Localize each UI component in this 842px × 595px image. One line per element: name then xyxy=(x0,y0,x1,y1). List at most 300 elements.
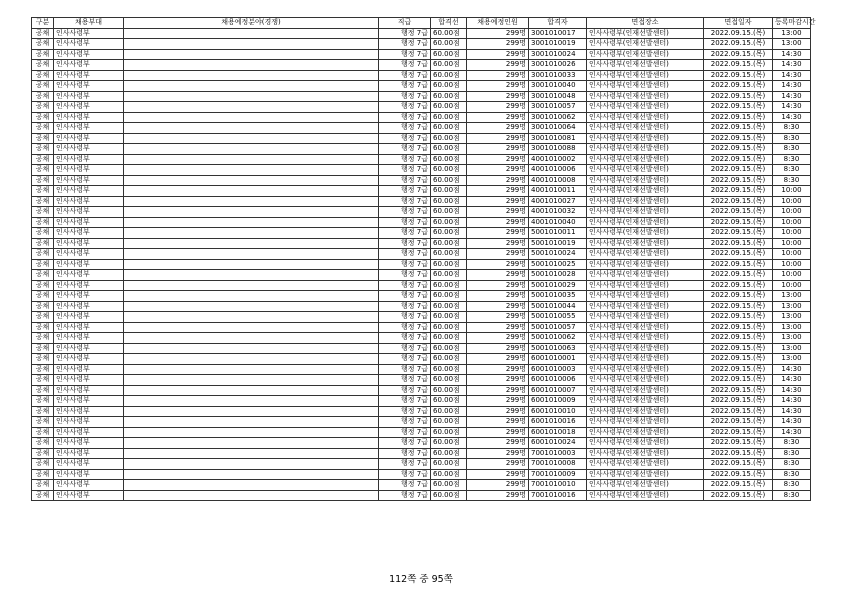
cell-date: 2022.09.15.(목) xyxy=(704,228,773,239)
cell-applicant: 3001010064 xyxy=(529,123,587,134)
cell-unit: 인사사령부 xyxy=(54,459,124,470)
cell-location: 인사사령부(인재선발센터) xyxy=(587,364,704,375)
cell-applicant: 4001010011 xyxy=(529,186,587,197)
cell-gubun: 공채 xyxy=(32,228,54,239)
cell-field xyxy=(124,49,379,60)
cell-date: 2022.09.15.(목) xyxy=(704,469,773,480)
cell-cutoff: 60.00점 xyxy=(431,207,467,218)
cell-cutoff: 60.00점 xyxy=(431,91,467,102)
table-header-row xyxy=(32,18,811,29)
cell-field xyxy=(124,291,379,302)
table-row xyxy=(32,333,811,344)
cell-date: 2022.09.15.(목) xyxy=(704,343,773,354)
table-row xyxy=(32,165,811,176)
cell-location: 인사사령부(인재선발센터) xyxy=(587,39,704,50)
cell-applicant: 5001010035 xyxy=(529,291,587,302)
cell-cutoff: 60.00점 xyxy=(431,448,467,459)
cell-deadline: 10:00 xyxy=(773,228,811,239)
cell-grade: 행정 7급 xyxy=(379,312,431,323)
cell-cutoff: 60.00점 xyxy=(431,385,467,396)
cell-quota: 299명 xyxy=(467,343,529,354)
cell-field xyxy=(124,39,379,50)
cell-deadline: 13:00 xyxy=(773,39,811,50)
cell-deadline: 8:30 xyxy=(773,165,811,176)
cell-unit: 인사사령부 xyxy=(54,448,124,459)
cell-field xyxy=(124,28,379,39)
cell-grade: 행정 7급 xyxy=(379,469,431,480)
cell-location: 인사사령부(인재선발센터) xyxy=(587,375,704,386)
cell-cutoff: 60.00점 xyxy=(431,196,467,207)
cell-location: 인사사령부(인재선발센터) xyxy=(587,480,704,491)
cell-deadline: 13:00 xyxy=(773,291,811,302)
cell-unit: 인사사령부 xyxy=(54,175,124,186)
table-row xyxy=(32,312,811,323)
table-row xyxy=(32,28,811,39)
cell-field xyxy=(124,175,379,186)
cell-grade: 행정 7급 xyxy=(379,270,431,281)
cell-quota: 299명 xyxy=(467,354,529,365)
cell-location: 인사사령부(인재선발센터) xyxy=(587,396,704,407)
table-row xyxy=(32,70,811,81)
cell-date: 2022.09.15.(목) xyxy=(704,490,773,501)
cell-gubun: 공채 xyxy=(32,60,54,71)
cell-applicant: 6001010003 xyxy=(529,364,587,375)
cell-quota: 299명 xyxy=(467,438,529,449)
cell-grade: 행정 7급 xyxy=(379,375,431,386)
cell-grade: 행정 7급 xyxy=(379,70,431,81)
cell-cutoff: 60.00점 xyxy=(431,490,467,501)
cell-date: 2022.09.15.(목) xyxy=(704,39,773,50)
cell-unit: 인사사령부 xyxy=(54,228,124,239)
cell-applicant: 3001010088 xyxy=(529,144,587,155)
cell-date: 2022.09.15.(목) xyxy=(704,49,773,60)
cell-cutoff: 60.00점 xyxy=(431,469,467,480)
cell-location: 인사사령부(인재선발센터) xyxy=(587,228,704,239)
cell-cutoff: 60.00점 xyxy=(431,39,467,50)
cell-quota: 299명 xyxy=(467,364,529,375)
table-row xyxy=(32,301,811,312)
cell-gubun: 공채 xyxy=(32,301,54,312)
cell-unit: 인사사령부 xyxy=(54,196,124,207)
cell-grade: 행정 7급 xyxy=(379,259,431,270)
cell-cutoff: 60.00점 xyxy=(431,249,467,260)
cell-applicant: 6001010006 xyxy=(529,375,587,386)
cell-cutoff: 60.00점 xyxy=(431,70,467,81)
cell-field xyxy=(124,406,379,417)
cell-unit: 인사사령부 xyxy=(54,301,124,312)
cell-gubun: 공채 xyxy=(32,70,54,81)
cell-grade: 행정 7급 xyxy=(379,417,431,428)
cell-location: 인사사령부(인재선발센터) xyxy=(587,469,704,480)
cell-quota: 299명 xyxy=(467,207,529,218)
header-grade: 직급 xyxy=(379,18,431,29)
cell-date: 2022.09.15.(목) xyxy=(704,417,773,428)
cell-applicant: 5001010019 xyxy=(529,238,587,249)
table-row xyxy=(32,123,811,134)
cell-cutoff: 60.00점 xyxy=(431,417,467,428)
cell-deadline: 13:00 xyxy=(773,354,811,365)
cell-unit: 인사사령부 xyxy=(54,165,124,176)
cell-deadline: 8:30 xyxy=(773,459,811,470)
cell-deadline: 14:30 xyxy=(773,396,811,407)
cell-quota: 299명 xyxy=(467,144,529,155)
table-row xyxy=(32,396,811,407)
cell-deadline: 10:00 xyxy=(773,186,811,197)
cell-unit: 인사사령부 xyxy=(54,154,124,165)
cell-applicant: 7001010008 xyxy=(529,459,587,470)
cell-deadline: 13:00 xyxy=(773,322,811,333)
cell-date: 2022.09.15.(목) xyxy=(704,301,773,312)
cell-cutoff: 60.00점 xyxy=(431,133,467,144)
cell-unit: 인사사령부 xyxy=(54,133,124,144)
cell-date: 2022.09.15.(목) xyxy=(704,259,773,270)
cell-gubun: 공채 xyxy=(32,438,54,449)
cell-unit: 인사사령부 xyxy=(54,480,124,491)
cell-field xyxy=(124,154,379,165)
cell-gubun: 공채 xyxy=(32,322,54,333)
cell-quota: 299명 xyxy=(467,427,529,438)
cell-field xyxy=(124,228,379,239)
cell-location: 인사사령부(인재선발센터) xyxy=(587,112,704,123)
cell-gubun: 공채 xyxy=(32,133,54,144)
cell-grade: 행정 7급 xyxy=(379,459,431,470)
cell-location: 인사사령부(인재선발센터) xyxy=(587,312,704,323)
cell-quota: 299명 xyxy=(467,123,529,134)
cell-grade: 행정 7급 xyxy=(379,102,431,113)
cell-gubun: 공채 xyxy=(32,448,54,459)
cell-cutoff: 60.00점 xyxy=(431,480,467,491)
cell-applicant: 3001010040 xyxy=(529,81,587,92)
cell-quota: 299명 xyxy=(467,322,529,333)
cell-grade: 행정 7급 xyxy=(379,291,431,302)
table-row xyxy=(32,343,811,354)
cell-location: 인사사령부(인재선발센터) xyxy=(587,70,704,81)
cell-field xyxy=(124,343,379,354)
cell-location: 인사사령부(인재선발센터) xyxy=(587,417,704,428)
cell-location: 인사사령부(인재선발센터) xyxy=(587,301,704,312)
cell-location: 인사사령부(인재선발센터) xyxy=(587,123,704,134)
table-row xyxy=(32,49,811,60)
cell-grade: 행정 7급 xyxy=(379,490,431,501)
cell-grade: 행정 7급 xyxy=(379,354,431,365)
cell-cutoff: 60.00점 xyxy=(431,49,467,60)
cell-deadline: 14:30 xyxy=(773,70,811,81)
cell-unit: 인사사령부 xyxy=(54,144,124,155)
cell-unit: 인사사령부 xyxy=(54,60,124,71)
table-row xyxy=(32,417,811,428)
cell-grade: 행정 7급 xyxy=(379,249,431,260)
cell-location: 인사사령부(인재선발센터) xyxy=(587,459,704,470)
cell-deadline: 13:00 xyxy=(773,312,811,323)
cell-gubun: 공채 xyxy=(32,490,54,501)
cell-date: 2022.09.15.(목) xyxy=(704,81,773,92)
cell-gubun: 공채 xyxy=(32,396,54,407)
cell-quota: 299명 xyxy=(467,154,529,165)
cell-location: 인사사령부(인재선발센터) xyxy=(587,81,704,92)
cell-deadline: 8:30 xyxy=(773,490,811,501)
cell-quota: 299명 xyxy=(467,375,529,386)
cell-field xyxy=(124,333,379,344)
cell-cutoff: 60.00점 xyxy=(431,259,467,270)
cell-quota: 299명 xyxy=(467,133,529,144)
cell-location: 인사사령부(인재선발센터) xyxy=(587,322,704,333)
cell-gubun: 공채 xyxy=(32,427,54,438)
cell-quota: 299명 xyxy=(467,249,529,260)
cell-gubun: 공채 xyxy=(32,144,54,155)
cell-deadline: 10:00 xyxy=(773,217,811,228)
cell-grade: 행정 7급 xyxy=(379,186,431,197)
cell-gubun: 공채 xyxy=(32,154,54,165)
cell-deadline: 14:30 xyxy=(773,406,811,417)
cell-quota: 299명 xyxy=(467,396,529,407)
cell-unit: 인사사령부 xyxy=(54,70,124,81)
cell-grade: 행정 7급 xyxy=(379,427,431,438)
cell-deadline: 14:30 xyxy=(773,102,811,113)
cell-gubun: 공채 xyxy=(32,469,54,480)
cell-location: 인사사령부(인재선발센터) xyxy=(587,354,704,365)
cell-gubun: 공채 xyxy=(32,238,54,249)
cell-deadline: 8:30 xyxy=(773,133,811,144)
cell-date: 2022.09.15.(목) xyxy=(704,28,773,39)
cell-date: 2022.09.15.(목) xyxy=(704,154,773,165)
cell-deadline: 8:30 xyxy=(773,123,811,134)
cell-quota: 299명 xyxy=(467,385,529,396)
cell-unit: 인사사령부 xyxy=(54,469,124,480)
cell-gubun: 공채 xyxy=(32,102,54,113)
cell-cutoff: 60.00점 xyxy=(431,238,467,249)
cell-date: 2022.09.15.(목) xyxy=(704,196,773,207)
cell-grade: 행정 7급 xyxy=(379,60,431,71)
cell-applicant: 3001010057 xyxy=(529,102,587,113)
cell-unit: 인사사령부 xyxy=(54,438,124,449)
cell-grade: 행정 7급 xyxy=(379,39,431,50)
cell-date: 2022.09.15.(목) xyxy=(704,133,773,144)
cell-applicant: 3001010048 xyxy=(529,91,587,102)
cell-quota: 299명 xyxy=(467,238,529,249)
cell-gubun: 공채 xyxy=(32,112,54,123)
table-row xyxy=(32,291,811,302)
cell-cutoff: 60.00점 xyxy=(431,123,467,134)
cell-applicant: 6001010009 xyxy=(529,396,587,407)
cell-location: 인사사령부(인재선발센터) xyxy=(587,60,704,71)
cell-applicant: 6001010007 xyxy=(529,385,587,396)
cell-applicant: 5001010011 xyxy=(529,228,587,239)
cell-cutoff: 60.00점 xyxy=(431,280,467,291)
cell-unit: 인사사령부 xyxy=(54,186,124,197)
cell-deadline: 10:00 xyxy=(773,280,811,291)
cell-cutoff: 60.00점 xyxy=(431,291,467,302)
cell-field xyxy=(124,448,379,459)
cell-field xyxy=(124,375,379,386)
cell-gubun: 공채 xyxy=(32,165,54,176)
cell-date: 2022.09.15.(목) xyxy=(704,312,773,323)
cell-field xyxy=(124,249,379,260)
cell-gubun: 공채 xyxy=(32,39,54,50)
cell-date: 2022.09.15.(목) xyxy=(704,280,773,291)
cell-field xyxy=(124,60,379,71)
cell-date: 2022.09.15.(목) xyxy=(704,396,773,407)
cell-location: 인사사령부(인재선발센터) xyxy=(587,175,704,186)
cell-location: 인사사령부(인재선발센터) xyxy=(587,102,704,113)
cell-date: 2022.09.15.(목) xyxy=(704,448,773,459)
table-row xyxy=(32,60,811,71)
table-row xyxy=(32,133,811,144)
cell-date: 2022.09.15.(목) xyxy=(704,123,773,134)
cell-deadline: 10:00 xyxy=(773,259,811,270)
table-row xyxy=(32,238,811,249)
cell-deadline: 14:30 xyxy=(773,364,811,375)
cell-unit: 인사사령부 xyxy=(54,217,124,228)
cell-quota: 299명 xyxy=(467,91,529,102)
cell-quota: 299명 xyxy=(467,270,529,281)
cell-location: 인사사령부(인재선발센터) xyxy=(587,165,704,176)
cell-cutoff: 60.00점 xyxy=(431,333,467,344)
header-cutoff: 합격선 xyxy=(431,18,467,29)
cell-deadline: 8:30 xyxy=(773,144,811,155)
cell-quota: 299명 xyxy=(467,312,529,323)
cell-location: 인사사령부(인재선발센터) xyxy=(587,238,704,249)
cell-location: 인사사령부(인재선발센터) xyxy=(587,28,704,39)
table-row xyxy=(32,385,811,396)
cell-cutoff: 60.00점 xyxy=(431,322,467,333)
cell-date: 2022.09.15.(목) xyxy=(704,438,773,449)
cell-gubun: 공채 xyxy=(32,49,54,60)
cell-cutoff: 60.00점 xyxy=(431,28,467,39)
cell-location: 인사사령부(인재선발센터) xyxy=(587,259,704,270)
cell-grade: 행정 7급 xyxy=(379,385,431,396)
cell-date: 2022.09.15.(목) xyxy=(704,270,773,281)
cell-applicant: 5001010029 xyxy=(529,280,587,291)
cell-date: 2022.09.15.(목) xyxy=(704,144,773,155)
cell-deadline: 14:30 xyxy=(773,91,811,102)
cell-unit: 인사사령부 xyxy=(54,238,124,249)
cell-field xyxy=(124,490,379,501)
cell-applicant: 5001010055 xyxy=(529,312,587,323)
table-row xyxy=(32,354,811,365)
cell-cutoff: 60.00점 xyxy=(431,406,467,417)
cell-field xyxy=(124,81,379,92)
cell-grade: 행정 7급 xyxy=(379,154,431,165)
cell-field xyxy=(124,396,379,407)
cell-grade: 행정 7급 xyxy=(379,448,431,459)
cell-date: 2022.09.15.(목) xyxy=(704,427,773,438)
cell-gubun: 공채 xyxy=(32,280,54,291)
cell-unit: 인사사령부 xyxy=(54,259,124,270)
cell-location: 인사사령부(인재선발센터) xyxy=(587,448,704,459)
cell-location: 인사사령부(인재선발센터) xyxy=(587,343,704,354)
cell-unit: 인사사령부 xyxy=(54,280,124,291)
cell-location: 인사사령부(인재선발센터) xyxy=(587,333,704,344)
table-row xyxy=(32,427,811,438)
header-gubun: 구분 xyxy=(32,18,54,29)
table-row xyxy=(32,270,811,281)
cell-deadline: 14:30 xyxy=(773,49,811,60)
cell-quota: 299명 xyxy=(467,301,529,312)
cell-deadline: 14:30 xyxy=(773,112,811,123)
cell-deadline: 13:00 xyxy=(773,343,811,354)
cell-gubun: 공채 xyxy=(32,217,54,228)
cell-location: 인사사령부(인재선발센터) xyxy=(587,49,704,60)
cell-gubun: 공채 xyxy=(32,333,54,344)
cell-location: 인사사령부(인재선발센터) xyxy=(587,196,704,207)
cell-deadline: 10:00 xyxy=(773,207,811,218)
cell-location: 인사사령부(인재선발센터) xyxy=(587,133,704,144)
cell-location: 인사사령부(인재선발센터) xyxy=(587,154,704,165)
cell-grade: 행정 7급 xyxy=(379,322,431,333)
cell-field xyxy=(124,238,379,249)
cell-location: 인사사령부(인재선발센터) xyxy=(587,427,704,438)
cell-quota: 299명 xyxy=(467,81,529,92)
cell-cutoff: 60.00점 xyxy=(431,375,467,386)
cell-unit: 인사사령부 xyxy=(54,427,124,438)
cell-cutoff: 60.00점 xyxy=(431,217,467,228)
cell-quota: 299명 xyxy=(467,175,529,186)
cell-gubun: 공채 xyxy=(32,459,54,470)
cell-unit: 인사사령부 xyxy=(54,291,124,302)
cell-cutoff: 60.00점 xyxy=(431,459,467,470)
cell-gubun: 공채 xyxy=(32,81,54,92)
cell-gubun: 공채 xyxy=(32,196,54,207)
cell-location: 인사사령부(인재선발센터) xyxy=(587,291,704,302)
cell-date: 2022.09.15.(목) xyxy=(704,249,773,260)
header-applicant: 합격자 xyxy=(529,18,587,29)
cell-date: 2022.09.15.(목) xyxy=(704,238,773,249)
cell-grade: 행정 7급 xyxy=(379,196,431,207)
cell-quota: 299명 xyxy=(467,490,529,501)
cell-field xyxy=(124,280,379,291)
cell-quota: 299명 xyxy=(467,228,529,239)
cell-quota: 299명 xyxy=(467,480,529,491)
cell-field xyxy=(124,259,379,270)
cell-unit: 인사사령부 xyxy=(54,81,124,92)
cell-unit: 인사사령부 xyxy=(54,343,124,354)
cell-grade: 행정 7급 xyxy=(379,175,431,186)
cell-grade: 행정 7급 xyxy=(379,280,431,291)
cell-cutoff: 60.00점 xyxy=(431,144,467,155)
cell-date: 2022.09.15.(목) xyxy=(704,207,773,218)
cell-quota: 299명 xyxy=(467,291,529,302)
table-row xyxy=(32,438,811,449)
cell-gubun: 공채 xyxy=(32,270,54,281)
cell-cutoff: 60.00점 xyxy=(431,438,467,449)
cell-field xyxy=(124,196,379,207)
cell-grade: 행정 7급 xyxy=(379,343,431,354)
cell-unit: 인사사령부 xyxy=(54,406,124,417)
cell-field xyxy=(124,480,379,491)
cell-location: 인사사령부(인재선발센터) xyxy=(587,280,704,291)
cell-location: 인사사령부(인재선발센터) xyxy=(587,207,704,218)
cell-date: 2022.09.15.(목) xyxy=(704,60,773,71)
cell-unit: 인사사령부 xyxy=(54,333,124,344)
cell-location: 인사사령부(인재선발센터) xyxy=(587,385,704,396)
cell-deadline: 10:00 xyxy=(773,196,811,207)
cell-quota: 299명 xyxy=(467,459,529,470)
cell-applicant: 6001010018 xyxy=(529,427,587,438)
table-row xyxy=(32,39,811,50)
cell-cutoff: 60.00점 xyxy=(431,81,467,92)
cell-unit: 인사사령부 xyxy=(54,490,124,501)
table-row xyxy=(32,469,811,480)
table-row xyxy=(32,207,811,218)
table-row xyxy=(32,81,811,92)
cell-quota: 299명 xyxy=(467,280,529,291)
cell-cutoff: 60.00점 xyxy=(431,175,467,186)
cell-quota: 299명 xyxy=(467,406,529,417)
cell-quota: 299명 xyxy=(467,49,529,60)
cell-applicant: 6001010024 xyxy=(529,438,587,449)
cell-unit: 인사사령부 xyxy=(54,385,124,396)
cell-applicant: 4001010006 xyxy=(529,165,587,176)
